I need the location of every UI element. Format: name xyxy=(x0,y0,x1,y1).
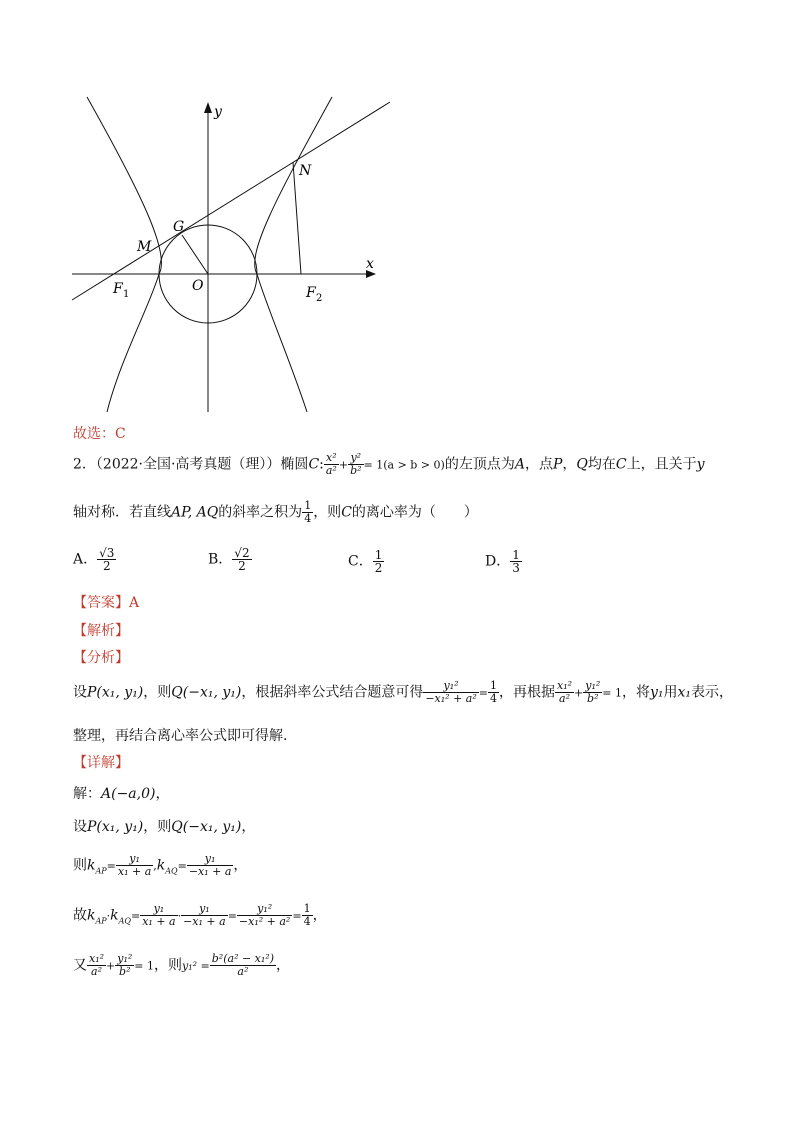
label-m: M xyxy=(137,239,152,255)
label-f1-sub: 1 xyxy=(123,289,130,300)
label-n: N xyxy=(299,163,312,179)
label-f2: F xyxy=(306,285,316,301)
q2-text-c: ， xyxy=(562,456,577,473)
sol-l4f1-num: y₁ xyxy=(140,903,177,916)
question2-line1: 2．（2022·全国·高考真题（理））椭圆C: $\frac{\text{x²}}{\text{a²}}$ + $\frac{\text{y²}}{\text{b²}}$ = 1(a > b > 0)的左顶点为A，点P，Q均在C上，且关于y xyxy=(73,451,705,477)
sol-k-aq-sub: AQ xyxy=(165,866,178,876)
q2-text-b: ，点 xyxy=(524,456,553,473)
sol-l4f4-num: 1 xyxy=(303,902,311,915)
sol-l2a: 设 xyxy=(73,819,87,835)
sol-l1a: 解： xyxy=(73,786,101,802)
sol-l3end: ， xyxy=(233,857,248,874)
solution-line5: 又 $\frac{\text{x₁²}}{\text{a²}}$ + $\frac{\text{y₁²}}{\text{b²}}$ = 1，则y₁² = $\frac{\text{b²(a² − x₁²)}}{\text{a²}}$ ， xyxy=(73,952,291,978)
fenxi-f4-num: y₁² xyxy=(585,679,601,692)
solution-line3: 则$k_{AP}=$ $\frac{\text{y₁}}{\text{x₁ + a}}$ $,k_{AQ}=$ $\frac{\text{y₁}}{\text{−x₁ + a}}$ ， xyxy=(73,852,248,878)
sol-l1c: ， xyxy=(155,786,170,802)
fenxi-g: 表示， xyxy=(691,684,734,701)
fenxi-f4-den: b² xyxy=(587,692,599,705)
q2-eq-tail: = 1(a > b > 0) xyxy=(363,458,445,472)
question2-line2 xyxy=(73,500,478,525)
hyperbola-right-branch xyxy=(255,97,332,412)
fenxi-f1-den: −x₁² + a² xyxy=(425,692,477,705)
sol-l4f3-den: −x₁² + a² xyxy=(238,915,291,928)
option-b-key: B． xyxy=(208,551,233,568)
option-b[interactable] xyxy=(208,547,252,572)
analysis-label: 【解析】 xyxy=(73,623,129,639)
q2-frac-x: $\frac{\text{x²}}{\text{a²}}$ xyxy=(325,451,337,477)
option-b-den: 2 xyxy=(238,559,246,573)
fenxi-f: 用 xyxy=(663,684,678,701)
q2-curve: C xyxy=(308,456,320,473)
q2-text-a: 的左顶点为 xyxy=(444,456,515,473)
option-a[interactable] xyxy=(73,547,116,572)
option-a-den: 2 xyxy=(102,559,111,573)
sol-l4a: 故 xyxy=(73,907,87,924)
q2-line2-d: 的离心率为（ ） xyxy=(351,504,478,521)
sol-l3f1-den: x₁ + a xyxy=(117,865,152,878)
answer-label: 【答案】A xyxy=(73,595,140,611)
y-axis-arrow xyxy=(204,102,212,113)
label-g: G xyxy=(173,219,185,235)
q2-slope-num: 1 xyxy=(304,499,312,512)
option-c[interactable] xyxy=(348,549,384,574)
fenxi-q1: Q(−x₁, y₁) xyxy=(171,684,242,701)
sol-l5f2-num: y₁² xyxy=(117,952,133,965)
option-a-num: √3 xyxy=(99,546,115,560)
label-x: x xyxy=(366,256,374,272)
sol-l4f1-den: x₁ + a xyxy=(142,915,176,928)
q2-curve-2: C xyxy=(615,456,627,473)
fenxi-f3-num: x₁² xyxy=(556,679,573,692)
sol-l3f2-num: y₁ xyxy=(187,853,234,866)
segment-og xyxy=(182,235,208,274)
option-a-key: A． xyxy=(73,551,98,568)
fenxi-d: ，再根据 xyxy=(498,684,555,701)
fenxi-c: ，根据斜率公式结合题意可得 xyxy=(241,684,424,701)
sol-l4f3-num: y₁² xyxy=(237,903,292,916)
q2-point-p: P xyxy=(552,456,563,473)
sol-l5f2-den: b² xyxy=(119,965,131,978)
sol-l5d: y₁² = xyxy=(182,959,210,973)
sol-l3f2-den: −x₁ + a xyxy=(188,865,232,878)
q2-frac-y: $\frac{\text{y²}}{\text{b²}}$ xyxy=(350,451,362,477)
solution-line4: 故$k_{AP}\cdot k_{AQ}=$ $\frac{\text{y₁}}{\text{x₁ + a}}$ · $\frac{\text{y₁}}{\text{−x₁ + a}}$ = $\frac{\text{y₁²}}{\text{−x₁² + a²}}$ = $\frac{1}{4}$ ， xyxy=(73,902,327,928)
sol-l3f1-num: y₁ xyxy=(116,853,153,866)
solution-line2 xyxy=(73,816,255,836)
q2-curve-3: C xyxy=(341,504,352,521)
q2-number: 2．（2022·全国·高考真题（理））椭圆 xyxy=(73,456,309,473)
sol-l5a: 又 xyxy=(73,957,87,974)
option-c-den: 2 xyxy=(374,561,383,575)
fenxi-line2: 整理，再结合离心率公式即可得解. xyxy=(73,728,288,744)
fenxi-f2-den: 4 xyxy=(489,692,497,705)
solution-line1 xyxy=(73,783,169,803)
sol-l4f2-den: −x₁ + a xyxy=(183,915,226,928)
sol-l5end: ， xyxy=(276,957,291,974)
sol-k-aq: k xyxy=(156,857,166,874)
sol-l4f4-den: 4 xyxy=(303,915,311,928)
sol-l2b: P(x₁, y₁) xyxy=(87,819,144,835)
sol-l3a: 则 xyxy=(73,857,87,874)
q2-slope-den: 4 xyxy=(304,512,312,525)
option-c-num: 1 xyxy=(374,548,383,562)
hyperbola-figure xyxy=(0,0,420,420)
sol-l5f3-den: a² xyxy=(237,965,249,978)
label-y: y xyxy=(214,104,222,120)
option-c-key: C． xyxy=(348,553,373,570)
fenxi-e: ，将 xyxy=(622,684,650,701)
q2-colon: : xyxy=(319,456,324,473)
q1-answer: 故选：C xyxy=(73,426,126,442)
sol-l2c: ，则 xyxy=(143,819,172,835)
sol-l4f2-num: y₁ xyxy=(181,903,228,916)
sol-l4end: ， xyxy=(312,907,327,924)
option-d-num: 1 xyxy=(512,548,520,562)
sol-l5b: = 1 xyxy=(134,959,155,973)
sol-k-ap-sub: AP xyxy=(95,866,107,876)
fenxi-eq1: = 1 xyxy=(602,686,622,700)
sol-l2d: Q(−x₁, y₁) xyxy=(171,819,242,835)
q2-lines: AP, AQ xyxy=(171,504,219,521)
option-d-key: D． xyxy=(485,553,511,570)
fenxi-a: 设 xyxy=(73,684,87,701)
option-d-den: 3 xyxy=(512,561,520,575)
option-d[interactable] xyxy=(485,549,522,574)
fenxi-f2-num: 1 xyxy=(489,679,497,692)
q2-slope-frac xyxy=(302,500,313,525)
sol-l5c: ，则 xyxy=(154,957,183,974)
q2-line2-a: 轴对称．若直线 xyxy=(73,504,171,521)
sol-l1b: A(−a,0) xyxy=(101,786,156,802)
fenxi-x1: x₁ xyxy=(677,684,692,701)
sol-l5f1-den: a² xyxy=(91,965,102,978)
sol-k-ap: k xyxy=(87,857,96,874)
fenxi-label: 【分析】 xyxy=(73,650,129,666)
option-b-num: √2 xyxy=(234,546,250,560)
fenxi-f3-den: a² xyxy=(559,692,570,705)
fenxi-b: ，则 xyxy=(143,684,172,701)
q2-text-e: 上，且关于 xyxy=(626,456,697,473)
fenxi-line1 xyxy=(73,680,733,705)
fenxi-eq: = xyxy=(478,686,488,700)
q2-line2-b: 的斜率之积为 xyxy=(218,504,303,521)
fenxi-plus: + xyxy=(574,686,584,700)
label-o: O xyxy=(192,278,204,294)
detail-label: 【详解】 xyxy=(73,755,129,771)
sol-l4-k-aq: k xyxy=(110,907,119,924)
q2-y: y xyxy=(696,456,705,473)
sol-l5f1-num: x₁² xyxy=(89,952,105,965)
q2-line2-c: ，则 xyxy=(313,504,342,521)
sol-l2e: ， xyxy=(241,819,256,835)
label-f2-sub: 2 xyxy=(316,293,323,304)
label-f1: F xyxy=(113,281,123,297)
fenxi-p1: P(x₁, y₁) xyxy=(87,684,144,701)
tangent-line xyxy=(72,102,390,300)
q2-point-a: A xyxy=(514,456,525,473)
q2-point-q: Q xyxy=(576,456,588,473)
fenxi-y1: y₁ xyxy=(650,684,664,701)
q2-text-d: 均在 xyxy=(587,456,616,473)
sol-l4-k-aq-sub: AQ xyxy=(118,916,131,926)
sol-l4-k-ap-sub: AP xyxy=(95,916,107,926)
sol-l4-k-ap: k xyxy=(87,907,96,924)
fenxi-f1-num: y₁² xyxy=(423,680,478,693)
sol-l5f3-num: b²(a² − x₁²) xyxy=(211,952,275,965)
